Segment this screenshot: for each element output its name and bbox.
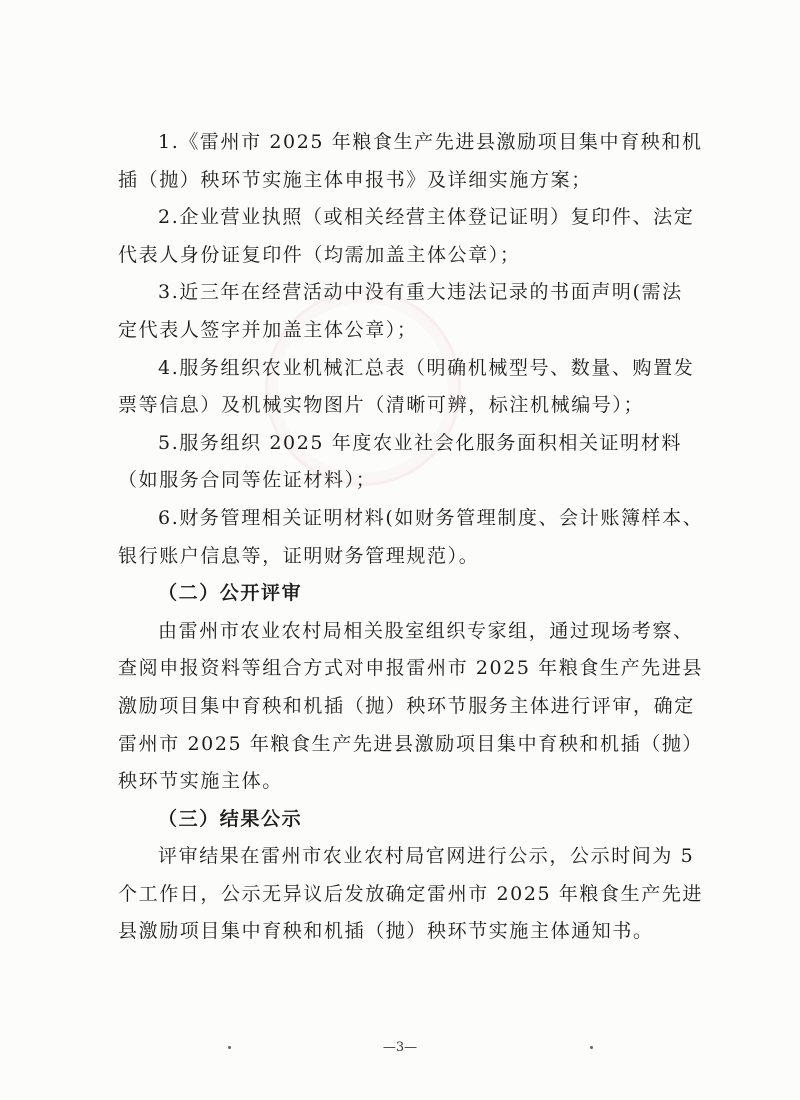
text-line: （如服务合同等佐证材料）；: [118, 469, 377, 492]
text-line: 银行账户信息等，证明财务管理规范）。: [118, 544, 480, 567]
text-line: 代表人身份证复印件（均需加盖主体公章）；: [118, 243, 521, 266]
text-line: 票等信息）及机械实物图片（清晰可辨，标注机械编号）；: [118, 394, 645, 417]
text-line: 2.企业营业执照（或相关经营主体登记证明）复印件、法定: [158, 206, 695, 229]
text-line: 4.服务组织农业机械汇总表（明确机械型号、数量、购置发: [158, 356, 695, 379]
section-heading: （二）公开评审: [158, 582, 303, 605]
text-line: 由雷州市农业农村局相关股室组织专家组，通过现场考察、: [158, 619, 694, 642]
text-line: 6.财务管理相关证明材料(如财务管理制度、会计账簿样本、: [158, 506, 704, 529]
page-number: —3—: [382, 1040, 418, 1055]
text-line: 评审结果在雷州市农业农村局官网进行公示，公示时间为 5: [158, 845, 695, 868]
text-line: 个工作日，公示无异议后发放确定雷州市 2025 年粮食生产先进: [118, 882, 704, 905]
text-line: 3.近三年在经营活动中没有重大违法记录的书面声明(需法: [158, 281, 683, 304]
text-line: 县激励项目集中育秧和机插（抛）秧环节实施主体通知书。: [118, 920, 654, 943]
text-line: 查阅申报资料等组合方式对申报雷州市 2025 年粮食生产先进县: [118, 657, 704, 680]
text-line: 1.《雷州市 2025 年粮食生产先进县激励项目集中育秧和机: [158, 131, 703, 153]
text-line: 定代表人签字并加盖主体公章）；: [118, 318, 418, 341]
text-line: 插（抛）秧环节实施主体申报书》及详细实施方案；: [118, 168, 592, 191]
text-line: 秧环节实施主体。: [118, 770, 283, 793]
text-line: 激励项目集中育秧和机插（抛）秧环节服务主体进行评审，确定: [118, 694, 695, 717]
text-line: 5.服务组织 2025 年度农业社会化服务面积相关证明材料: [158, 431, 682, 454]
document-body: [118, 124, 718, 951]
text-line: 雷州市 2025 年粮食生产先进县激励项目集中育秧和机插（抛）: [118, 732, 704, 755]
section-heading: （三）结果公示: [158, 807, 303, 830]
